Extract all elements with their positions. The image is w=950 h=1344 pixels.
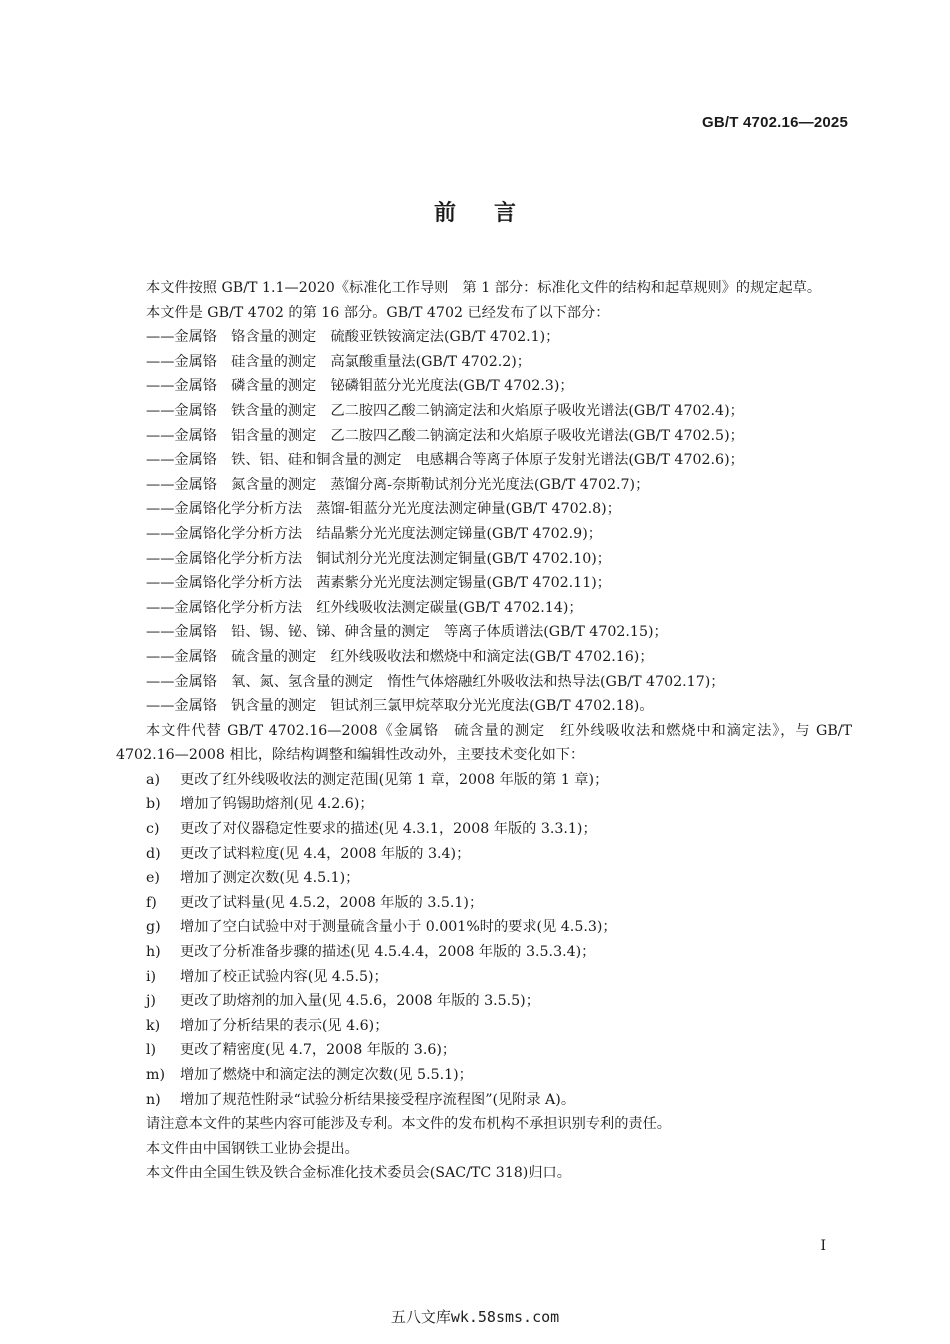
change-label: l) — [146, 1042, 157, 1059]
document-body — [116, 276, 852, 1186]
watermark-text: 五八文库wk.58sms.com — [390, 1308, 560, 1326]
list-item: ——金属铬 铬含量的测定 硫酸亚铁铵滴定法(GB/T 4702.1)； — [146, 329, 560, 346]
list-item: ——金属铬化学分析方法 铜试剂分光光度法测定铜量(GB/T 4702.10)； — [146, 550, 611, 567]
list-item: ——金属铬 铁、铝、硅和铜含量的测定 电感耦合等离子体原子发射光谱法(GB/T 4702.6)； — [146, 452, 744, 469]
list-item: ——金属铬 钒含量的测定 钽试剂三氯甲烷萃取分光光度法(GB/T 4702.18)。 — [146, 698, 654, 715]
change-text: 更改了助熔剂的加入量(见 4.5.6，2008 年版的 3.5.5)； — [180, 993, 540, 1010]
changes-list — [116, 768, 852, 1112]
change-item — [116, 817, 852, 842]
replacement-paragraph: 本文件代替 GB/T 4702.16—2008《金属铬 硫含量的测定 红外线吸收法和燃烧中和滴定法》，与 GB/T 4702.16—2008 相比，除结构调整和编辑性改动外，主要技术变化如下： — [116, 722, 852, 764]
change-item — [116, 915, 852, 940]
change-text: 增加了规范性附录“试验分析结果接受程序流程图”(见附录 A)。 — [180, 1091, 576, 1108]
change-text: 增加了燃烧中和滴定法的测定次数(见 5.5.1)； — [180, 1067, 473, 1083]
change-text: 更改了对仪器稳定性要求的描述(见 4.3.1，2008 年版的 3.3.1)； — [180, 821, 597, 838]
change-label: m) — [146, 1067, 165, 1083]
change-text: 增加了空白试验中对于测量硫含量小于 0.001%时的要求(见 4.5.3)； — [180, 919, 617, 936]
closing-paragraph: 请注意本文件的某些内容可能涉及专利。本文件的发布机构不承担识别专利的责任。 — [146, 1116, 671, 1133]
list-item: ——金属铬化学分析方法 红外线吸收法测定碳量(GB/T 4702.14)； — [146, 599, 583, 616]
change-label: k) — [146, 1017, 161, 1034]
change-label: n) — [146, 1091, 161, 1108]
list-item: ——金属铬 磷含量的测定 铋磷钼蓝分光光度法(GB/T 4702.3)； — [146, 378, 574, 395]
change-item — [116, 891, 852, 916]
list-item: ——金属铬 氧、氮、氢含量的测定 惰性气体熔融红外吸收法和热导法(GB/T 4702.17)； — [146, 673, 725, 690]
change-text: 增加了钨锡助熔剂(见 4.2.6)； — [180, 796, 374, 813]
change-item — [116, 768, 852, 793]
change-item — [116, 1038, 852, 1063]
change-text: 增加了校正试验内容(见 4.5.5)； — [180, 968, 388, 985]
list-item: ——金属铬 硫含量的测定 红外线吸收法和燃烧中和滴定法(GB/T 4702.16)； — [146, 648, 654, 665]
list-item: ——金属铬化学分析方法 结晶紫分光光度法测定锑量(GB/T 4702.9)； — [146, 525, 602, 542]
list-item: ——金属铬 铅、锡、铋、锑、砷含量的测定 等离子体质谱法(GB/T 4702.15)； — [146, 624, 668, 641]
closing-paragraph: 本文件由全国生铁及铁合金标准化技术委员会(SAC/TC 318)归口。 — [146, 1165, 571, 1182]
list-item: ——金属铬化学分析方法 茜素紫分光光度法测定锡量(GB/T 4702.11)； — [146, 575, 611, 592]
list-item: ——金属铬 氮含量的测定 蒸馏分离-奈斯勒试剂分光光度法(GB/T 4702.7)； — [146, 476, 650, 493]
list-item: ——金属铬 铁含量的测定 乙二胺四乙酸二钠滴定法和火焰原子吸收光谱法(GB/T 4702.4)； — [146, 402, 744, 419]
change-item — [116, 842, 852, 867]
change-label: f) — [146, 894, 157, 911]
page-number: I — [820, 1238, 826, 1254]
change-text: 更改了试料量(见 4.5.2，2008 年版的 3.5.1)； — [180, 894, 484, 911]
list-item: ——金属铬化学分析方法 蒸馏-钼蓝分光光度法测定砷量(GB/T 4702.8)； — [146, 501, 621, 518]
standard-id: GB/T 4702.16—2025 — [702, 114, 848, 131]
change-label: i) — [146, 968, 157, 985]
change-item — [116, 1088, 852, 1113]
change-label: e) — [146, 870, 160, 887]
change-label: d) — [146, 845, 161, 862]
change-item — [116, 965, 852, 990]
change-text: 增加了测定次数(见 4.5.1)； — [180, 870, 360, 887]
change-item — [116, 866, 852, 891]
change-text: 更改了分析准备步骤的描述(见 4.5.4.4，2008 年版的 3.5.3.4)； — [180, 944, 596, 961]
change-label: a) — [146, 771, 160, 788]
list-item: ——金属铬 铝含量的测定 乙二胺四乙酸二钠滴定法和火焰原子吸收光谱法(GB/T 4702.5)； — [146, 427, 744, 444]
change-text: 增加了分析结果的表示(见 4.6)； — [180, 1017, 389, 1034]
parts-list — [116, 325, 852, 719]
intro-paragraph: 本文件按照 GB/T 1.1—2020《标准化工作导则 第 1 部分：标准化文件的结构和起草规则》的规定起草。 — [146, 280, 822, 296]
change-label: b) — [146, 796, 161, 813]
change-item — [116, 1014, 852, 1039]
change-text: 更改了试料粒度(见 4.4，2008 年版的 3.4)； — [180, 845, 471, 862]
change-label: j) — [146, 993, 156, 1010]
intro-paragraph: 本文件是 GB/T 4702 的第 16 部分。GB/T 4702 已经发布了以下部分： — [146, 304, 610, 321]
change-label: g) — [146, 919, 161, 936]
change-text: 更改了红外线吸收法的测定范围(见第 1 章，2008 年版的第 1 章)； — [180, 771, 609, 788]
change-item — [116, 1063, 852, 1088]
change-label: c) — [146, 821, 160, 838]
change-item — [116, 989, 852, 1014]
list-item: ——金属铬 硅含量的测定 高氯酸重量法(GB/T 4702.2)； — [146, 353, 531, 370]
change-item — [116, 792, 852, 817]
page-title: 前言 — [433, 201, 554, 226]
change-text: 更改了精密度(见 4.7，2008 年版的 3.6)； — [180, 1042, 457, 1059]
change-label: h) — [146, 944, 161, 961]
change-item — [116, 940, 852, 965]
closing-paragraph: 本文件由中国钢铁工业协会提出。 — [146, 1140, 359, 1157]
